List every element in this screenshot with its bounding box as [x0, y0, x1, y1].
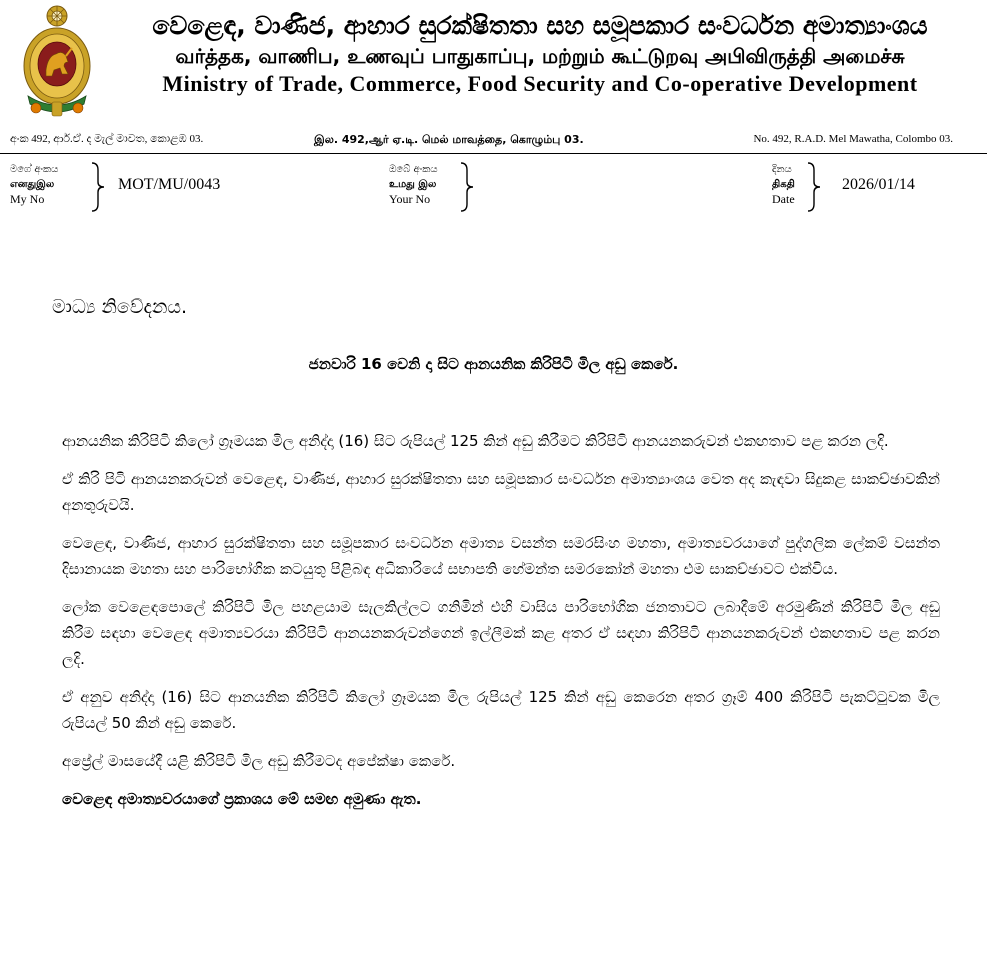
- paragraph: වෙළෙඳ, වාණිජ, ආහාර සුරක්ෂිතතා සහ සමූපකාර සංවර්ධන අමාත්‍ය වසන්ත සමරසිංහ මහතා, අමාත්‍යවරයාගේ පුද්ගලික ලේකම් වසන්ත දිසානායක මහතා සහ පාරිභෝගික කටයුතු පිළිබඳ අධිකාරියේ සභාපති හේමන්ත සමරකෝන් මහතා එම සාකච්ඡාවට එක්විය.: [62, 534, 940, 578]
- date-labels: [772, 162, 795, 207]
- address-row: [0, 133, 987, 151]
- date-group: [772, 160, 982, 214]
- date-value: 2026/01/14: [842, 176, 915, 193]
- address-tamil: இல. 492,ஆர் ஏ.டி. மெல் மாவத்தை, கொழும்பு 03.: [314, 133, 584, 146]
- press-release-headline: ජනවාරි 16 වෙනි දා සිට ආනයනික කිරිපිටි මිල අඩු කෙරේ.: [308, 355, 679, 373]
- ministry-title-block: [100, 10, 980, 98]
- ministry-title-sinhala: වෙළෙඳ, වාණිජ, ආහාර සුරක්ෂිතතා සහ සමූපකාර සංවර්ධන අමාත්‍යාංශය: [152, 11, 928, 40]
- date-label-sinhala: දිනය: [772, 164, 792, 175]
- ministry-title-english: Ministry of Trade, Commerce, Food Security and Co-operative Development: [162, 71, 918, 96]
- paragraph: ලෝක වෙළෙඳපොලේ කිරිපිටි මිල පහළයාම සැලකිල්ලට ගනිමින් එහි වාසිය පාරිභෝගික ජනතාවට ලබාදීමේ අරමුණින් කිරිපිටි මිල අඩු කිරීම සඳහා වෙළෙඳ අමාත්‍යවරයා කිරිපිටි ආනයනකරුවන්ගෙන් ඉල්ලීමක් කළ අතර ඒ සඳහා කිරිපිටි ආනයනකරුවන් එකඟතාව පළ කරන ලදි.: [62, 598, 940, 668]
- paragraph: ඒ අනුව අනිද්දා (16) සිට ආනයනික කිරිපිටි කිලෝ ග්‍රෑමයක මිල රුපියල් 125 කින් අඩු කෙරෙන අතර ග්‍රෑම් 400 කිරිපිටි පැකට්ටුවක මිල රුපියල් 50 කින් අඩු කෙරේ.: [62, 688, 940, 732]
- sri-lanka-state-emblem-icon: [22, 4, 92, 118]
- address-sinhala: අංක 492, ආර්.ඒ. ද මැල් මාවත, කොළඹ 03.: [10, 133, 204, 145]
- my-number-value: MOT/MU/0043: [118, 176, 221, 193]
- your-number-label-english: Your No: [389, 192, 431, 206]
- right-brace-icon: [459, 162, 475, 212]
- letterhead: [0, 0, 987, 128]
- paragraph: අප්‍රේල් මාසයේදී යළි කිරිපිටි මිල අඩු කිරීමටද අපේක්ෂා කෙරේ.: [62, 752, 456, 770]
- paragraph: ආනයනික කිරිපිටි කිලෝ ග්‍රෑමයක මිල අනිද්දා (16) සිට රුපියල් 125 කින් අඩු කිරීමට කිරිපිටි ආනයනකරුවන් එකඟතාව පළ කරන ලදි.: [62, 432, 889, 450]
- my-number-group: [10, 160, 270, 214]
- right-brace-icon: [90, 162, 106, 212]
- my-number-label-sinhala: මගේ අංකය: [10, 164, 59, 175]
- your-number-group: [389, 160, 589, 214]
- your-number-label-tamil: உமது இல: [389, 179, 437, 190]
- date-label-tamil: திகதி: [772, 179, 795, 190]
- reference-row: [0, 160, 987, 214]
- media-release-label: මාධ්‍ය නිවේදනය.: [52, 296, 188, 318]
- press-release-body: [62, 428, 940, 824]
- my-number-label-english: My No: [10, 192, 45, 206]
- your-number-labels: [389, 162, 438, 207]
- date-label-english: Date: [772, 192, 795, 206]
- closing-paragraph: වෙළෙඳ අමාත්‍යවරයාගේ ප්‍රකාශය මේ සමඟ අමුණා ඇත.: [62, 790, 422, 808]
- your-number-label-sinhala: ඔබේ අංකය: [389, 164, 438, 175]
- address-english: No. 492, R.A.D. Mel Mawatha, Colombo 03.: [753, 133, 953, 145]
- header-divider: [0, 153, 987, 154]
- my-number-labels: [10, 162, 58, 207]
- paragraph: ඒ කිරි පිටි ආනයනකරුවන් වෙළෙඳ, වාණිජ, ආහාර සුරක්ෂිතතා සහ සමූපකාර සංවර්ධන අමාත්‍යාංශය වෙත අද කැඳවා සිදුකළ සාකච්ඡාවකින් අනතුරුවයි.: [62, 470, 940, 514]
- right-brace-icon: [806, 162, 822, 212]
- ministry-title-tamil: வர்த்தக, வாணிப, உணவுப் பாதுகாப்பு, மற்றும் கூட்டுறவு அபிவிருத்தி அமைச்சு: [175, 44, 905, 68]
- my-number-label-tamil: எனதுஇல: [10, 179, 55, 190]
